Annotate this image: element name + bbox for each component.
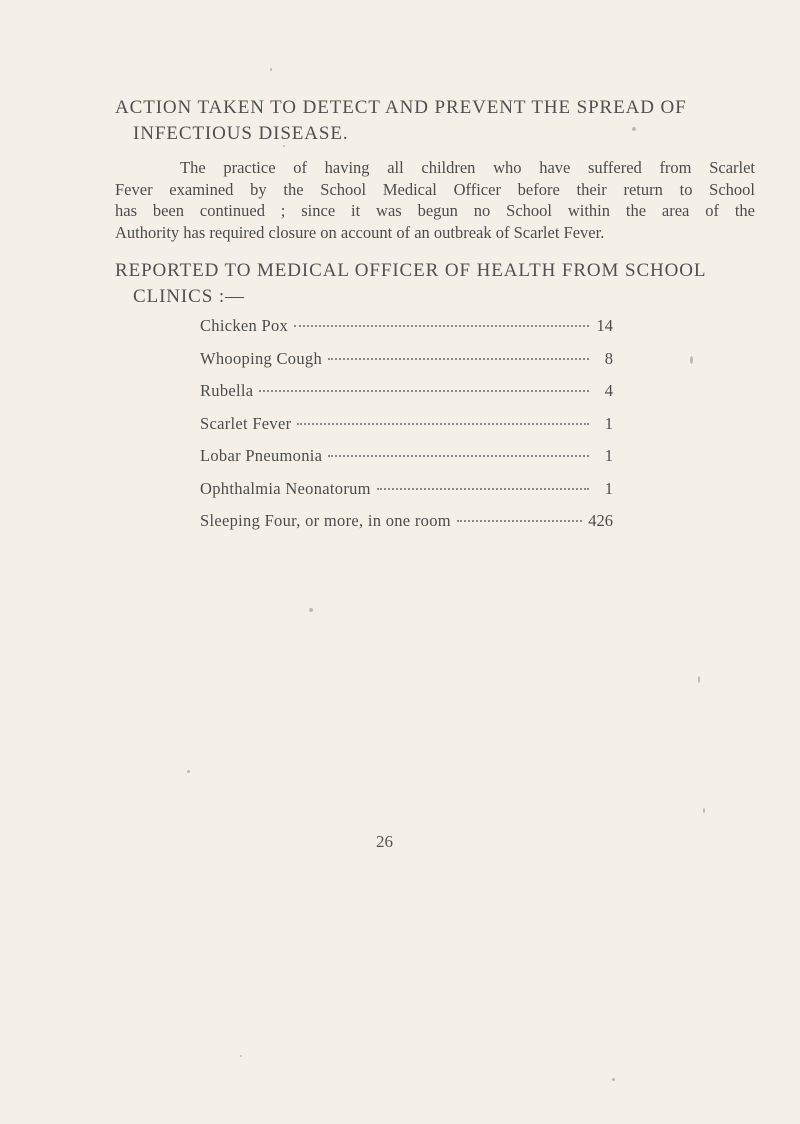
paragraph-line: Fever examined by the School Medical Officer before their return to School: [115, 179, 755, 199]
section-heading-reported: [115, 258, 755, 310]
heading-line: CLINICS :—: [133, 286, 245, 307]
list-item: [200, 479, 613, 512]
paragraph-line: The practice of having all children who have suffered from Scarlet: [180, 158, 755, 177]
scan-speck: [309, 608, 313, 612]
condition-count: 1: [604, 446, 613, 465]
scan-speck: [698, 676, 700, 683]
scan-speck: [187, 770, 190, 773]
heading-line: ACTION TAKEN TO DETECT AND PREVENT THE SPREAD OF: [115, 97, 687, 118]
scarlet-fever-paragraph: [115, 157, 755, 243]
scan-speck: [283, 145, 285, 147]
reported-conditions-list: [200, 316, 613, 544]
dot-leader: [328, 358, 589, 360]
condition-label: Lobar Pneumonia: [200, 446, 323, 465]
condition-label: Ophthalmia Neonatorum: [200, 478, 371, 498]
scan-speck: [270, 68, 272, 71]
condition-label: Rubella: [200, 381, 254, 400]
condition-count: 4: [604, 381, 613, 400]
paragraph-line: Authority has required closure on account of an outbreak of Scarlet Fever.: [115, 222, 605, 242]
scan-speck: [240, 1055, 242, 1057]
condition-label: Whooping Cough: [200, 348, 322, 368]
paragraph-line: has been continued ; since it was begun no School within the area of the: [115, 201, 755, 220]
condition-label: Scarlet Fever: [200, 413, 292, 433]
dot-leader: [297, 423, 589, 425]
scan-speck: [690, 356, 693, 364]
condition-count: 8: [604, 348, 613, 368]
condition-count: 426: [588, 511, 613, 530]
scan-speck: [612, 1078, 615, 1081]
dot-leader: [294, 325, 589, 327]
dot-leader: [259, 390, 589, 392]
section-heading-prevent-spread: [115, 95, 755, 147]
scan-speck: [632, 127, 636, 131]
page-number: 26: [376, 832, 393, 851]
condition-count: 1: [604, 478, 613, 498]
condition-label: Sleeping Four, or more, in one room: [200, 511, 451, 530]
dot-leader: [328, 455, 589, 457]
list-item: [200, 414, 613, 447]
list-item: [200, 511, 613, 544]
condition-count: 14: [596, 316, 613, 335]
condition-count: 1: [604, 413, 613, 433]
heading-line: REPORTED TO MEDICAL OFFICER OF HEALTH FROM SCHOOL: [115, 260, 707, 281]
scan-speck: [703, 808, 705, 813]
list-item: [200, 349, 613, 382]
dot-leader: [457, 520, 582, 522]
list-item: [200, 316, 613, 349]
heading-line: INFECTIOUS DISEASE.: [133, 123, 349, 144]
list-item: [200, 381, 613, 414]
condition-label: Chicken Pox: [200, 316, 289, 335]
dot-leader: [377, 488, 589, 490]
list-item: [200, 446, 613, 479]
